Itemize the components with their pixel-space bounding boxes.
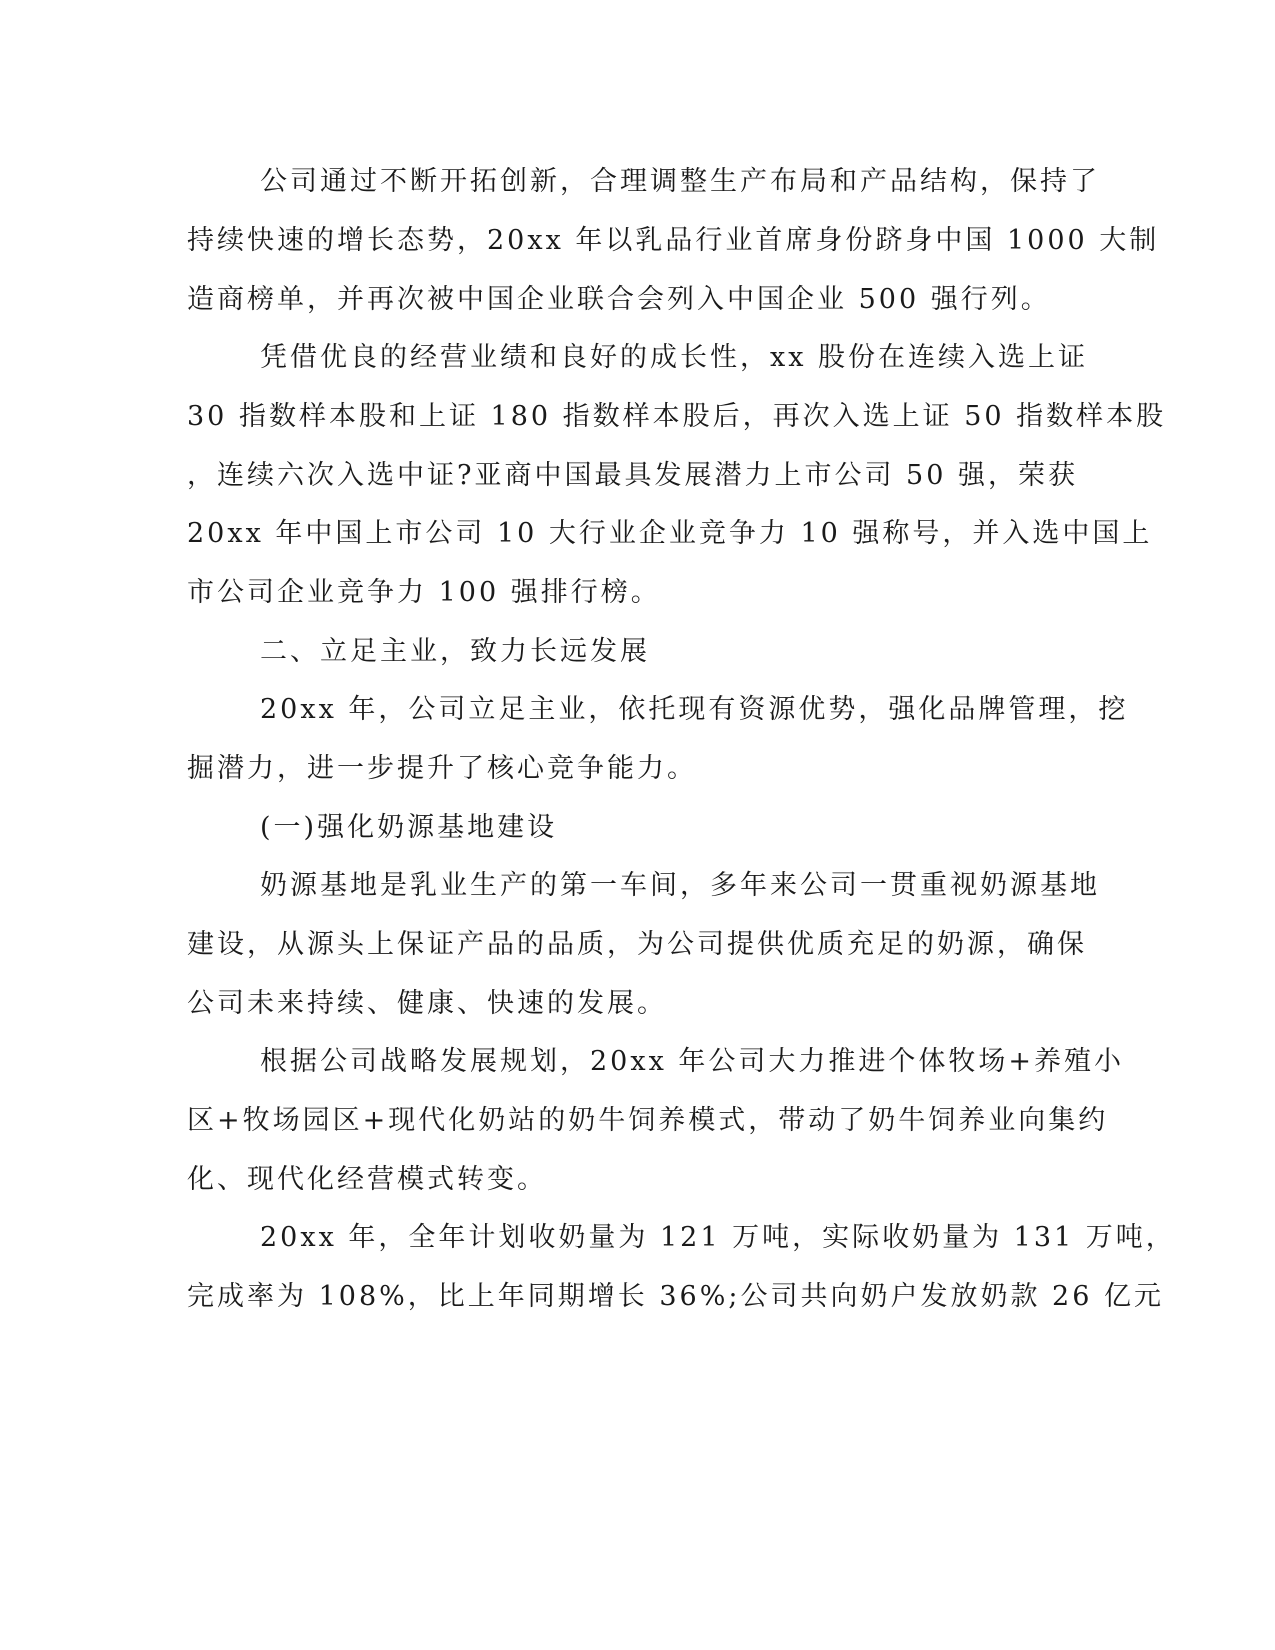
text-line: 公司未来持续、健康、快速的发展。 <box>187 988 667 1019</box>
section-heading: 二、立足主业，致力长远发展 <box>260 636 650 667</box>
text-line: 20xx 年，全年计划收奶量为 121 万吨，实际收奶量为 131 万吨， <box>260 1222 1176 1253</box>
text-line: 区+牧场园区+现代化奶站的奶牛饲养模式，带动了奶牛饲养业向集约 <box>187 1105 1109 1136</box>
text-line: 30 指数样本股和上证 180 指数样本股后，再次入选上证 50 指数样本股 <box>187 401 1167 432</box>
text-line: ，连续六次入选中证?亚商中国最具发展潜力上市公司 50 强，荣获 <box>187 460 1078 491</box>
subsection-heading: (一)强化奶源基地建设 <box>260 812 558 843</box>
text-line: 公司通过不断开拓创新，合理调整生产布局和产品结构，保持了 <box>260 166 1100 197</box>
text-line: 持续快速的增长态势，20xx 年以乳品行业首席身份跻身中国 1000 大制 <box>187 225 1160 256</box>
text-line: 市公司企业竞争力 100 强排行榜。 <box>187 577 661 608</box>
text-line: 凭借优良的经营业绩和良好的成长性，xx 股份在连续入选上证 <box>260 342 1089 373</box>
text-line: 奶源基地是乳业生产的第一车间，多年来公司一贯重视奶源基地 <box>260 870 1100 901</box>
text-line: 掘潜力，进一步提升了核心竞争能力。 <box>187 753 697 784</box>
text-line: 20xx 年，公司立足主业，依托现有资源优势，强化品牌管理，挖 <box>260 694 1129 725</box>
text-line: 化、现代化经营模式转变。 <box>187 1164 547 1195</box>
text-line: 造商榜单，并再次被中国企业联合会列入中国企业 500 强行列。 <box>187 284 1051 315</box>
text-line: 建设，从源头上保证产品的品质，为公司提供优质充足的奶源，确保 <box>187 929 1087 960</box>
text-line: 20xx 年中国上市公司 10 大行业企业竞争力 10 强称号，并入选中国上 <box>187 518 1153 549</box>
text-line: 完成率为 108%，比上年同期增长 36%;公司共向奶户发放奶款 26 亿元 <box>187 1281 1164 1312</box>
text-line: 根据公司战略发展规划，20xx 年公司大力推进个体牧场+养殖小 <box>260 1046 1125 1077</box>
